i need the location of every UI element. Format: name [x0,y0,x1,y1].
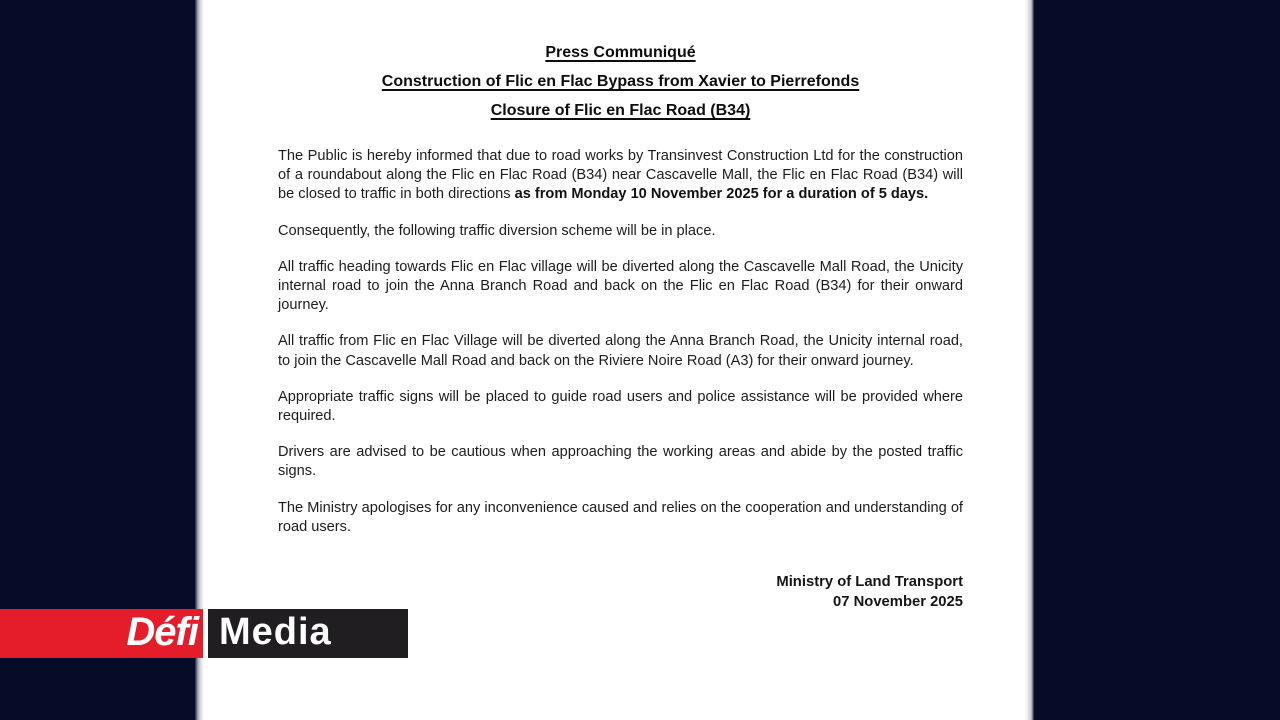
document-body [278,147,963,537]
paragraph-closure-notice-text: The Public is hereby informed that due to road works by Transinvest Construction Ltd for the construction of a roundabout along the Flic en Flac Road (B34) near Cascavelle Mall, the Flic en Flac Road (B34) will be closed to traffic in both directions [278,148,963,203]
signature-block [278,573,963,612]
logo-defi-text: Défi [126,609,198,654]
paragraph-diversion-towards-village: All traffic heading towards Flic en Flac village will be diverted along the Cascavelle Mall Road, the Unicity internal road to join the Anna Branch Road and back on the Flic en Flac Road (B34) for their onward journey. [278,258,963,314]
document-headings [278,44,963,120]
document-content [204,0,1025,612]
signature-date: 07 November 2025 [833,593,963,610]
defi-media-logo [0,609,408,658]
signature-ministry: Ministry of Land Transport [776,574,963,591]
paragraph-apology: The Ministry apologises for any inconvenience caused and relies on the cooperation and understanding of road users. [278,499,963,535]
doc-subtitle-closure: Closure of Flic en Flac Road (B34) [490,102,751,119]
logo-media-text: Media [219,610,332,653]
doc-title: Press Communiqué [545,44,696,61]
paragraph-diversion-intro: Consequently, the following traffic diversion scheme will be in place. [278,222,716,239]
paragraph-closure-notice [278,147,963,205]
paragraph-drivers-advice: Drivers are advised to be cautious when approaching the working areas and abide by the posted traffic signs. [278,444,963,480]
page-edge-right [1025,0,1034,720]
logo-media-black-box [208,609,408,658]
paragraph-closure-notice-bold-dates: as from Monday 10 November 2025 for a duration of 5 days. [514,186,929,203]
doc-subtitle-construction: Construction of Flic en Flac Bypass from Xavier to Pierrefonds [381,73,860,90]
paragraph-diversion-from-village: All traffic from Flic en Flac Village will be diverted along the Anna Branch Road, the Unicity internal road, to join the Cascavelle Mall Road and back on the Riviere Noire Road (A3) for their onward journey. [278,333,963,369]
paragraph-traffic-signs: Appropriate traffic signs will be placed to guide road users and police assistance will be provided where required. [278,388,963,425]
logo-defi-red-box [0,609,203,658]
